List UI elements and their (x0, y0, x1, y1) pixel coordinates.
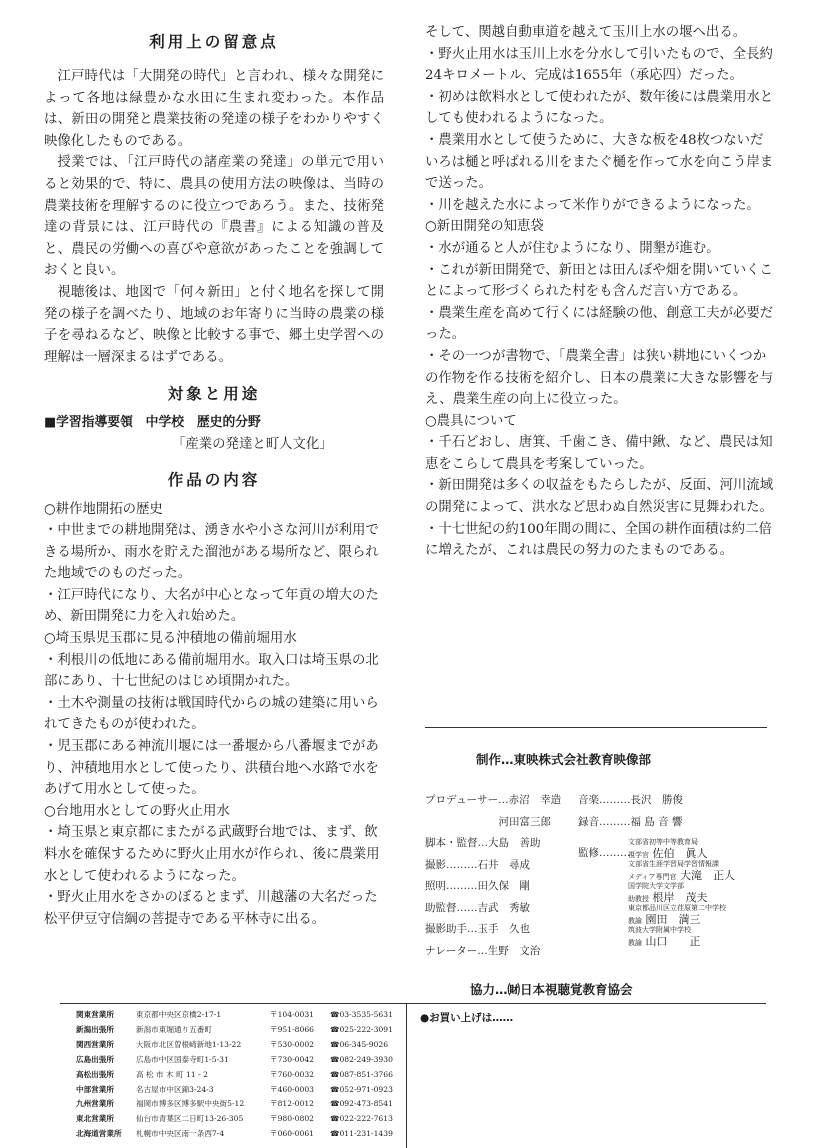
content-line: ・児玉郡にある神流川堰には一番堰から八番堰までがあり、沖積地用水として使ったり、洪積台地へ水路で水をあげて用水として使った。 (44, 739, 379, 798)
supervisor-name: 大滝 正人 (679, 869, 735, 882)
credit-line: 撮影………石井 尋成 (425, 858, 530, 871)
office-tel: ☎06-345-9026 (330, 1039, 389, 1049)
content-line: ・川を越えた水によって米作りができるようになった。 (425, 197, 760, 213)
content-line: ・初めは飲料水として使われたが、数年後には農業用水としても使われるようになった。 (425, 89, 774, 127)
office-zip: 〒980-0802 (270, 1114, 314, 1124)
content-line: ・中世までの耕地開発は、湧き水や小さな河川が利用できる場所か、雨水を貯えた溜池がある場所など、限られた地域でのものだった。 (44, 523, 379, 582)
office-address: 仙台市青葉区二日町13-26-305 (136, 1114, 244, 1124)
supervisor-org: 東京都品川区立荏原第二中学校 (628, 904, 726, 912)
content-line: ・十七世紀の約100年間の間に、全国の耕作面積は約二倍に増えたが、これは農民の努力のたまものである。 (425, 521, 772, 559)
supervisor-name: 山口 正 (645, 935, 701, 948)
credit-line: 助監督……吉武 秀敏 (425, 901, 530, 914)
content-line: ○耕作地開拓の歴史 (44, 501, 163, 517)
office-zip: 〒530-0002 (270, 1039, 314, 1049)
supervisors (628, 838, 778, 948)
credits-right (578, 790, 683, 833)
usage-paragraph: 視聴後は、地図で「何々新田」と付く地名を探して開発の様子を調べたり、地域のお年寄りに当時の農業の様子を尋ねるなど、映像と比較する事で、郷土史学習への理解は一層深まるはずである。 (44, 284, 384, 365)
office-row (76, 1008, 393, 1023)
office-tel: ☎025-222-3091 (330, 1024, 393, 1034)
supervisor (628, 882, 778, 904)
office-tel: ☎022-222-7613 (330, 1114, 393, 1124)
office-name: 北海道営業所 (76, 1129, 122, 1139)
content-line: ・水が通ると人が住むようになり、開墾が進む。 (425, 240, 720, 256)
supervisor (628, 860, 778, 882)
content-line: ・埼玉県と東京都にまたがる武蔵野台地では、まず、飲料水を確保するために野火止用水が作られ、後に農業用水として使われるようになった。 (44, 825, 380, 884)
office-zip: 〒730-0042 (270, 1054, 314, 1064)
credit-line: ナレーター…生野 文治 (425, 944, 541, 957)
footer-divider (406, 1003, 407, 1148)
office-tel: ☎092-473-8541 (330, 1099, 393, 1109)
supervisor-name: 園田 満三 (645, 913, 701, 926)
office-name: 関東営業所 (76, 1010, 114, 1019)
office-tel: ☎052-971-0923 (330, 1084, 393, 1094)
office-name: 東北営業所 (76, 1114, 114, 1124)
content-line: ○農具について (425, 413, 517, 429)
office-row (76, 1068, 393, 1083)
office-row (76, 1053, 393, 1068)
office-tel: ☎082-249-3930 (330, 1054, 393, 1064)
office-name: 広島出張所 (76, 1054, 114, 1064)
office-row (76, 1023, 393, 1038)
content-line: ・江戸時代になり、大名が中心となって年貢の増大のため、新田開発に力を入れ始めた。 (44, 587, 379, 625)
supervisor-org: 筑波大学附属中学校 (628, 926, 691, 934)
credit-line: 照明………田久保 剛 (425, 880, 530, 892)
supervisor-org: 国学院大学文学部 (628, 882, 684, 890)
office-row (76, 1038, 393, 1053)
left-column (44, 30, 384, 930)
office-row (76, 1097, 393, 1112)
office-name: 九州営業所 (76, 1099, 114, 1109)
supervisor (628, 904, 778, 926)
content-line: ・土木や測量の技術は戦国時代からの城の建築に用いられてきたものが使われた。 (44, 695, 379, 733)
supervisor-org: 文部省初等中等教育局 (628, 838, 698, 846)
supervisor-org: 文部省生涯学習局学習情報課 (628, 860, 719, 868)
content-line: そして、関越自動車道を越えて玉川上水の堰へ出る。 (425, 25, 747, 40)
content-line: ・これが新田開発で、新田とは田んぼや畑を開いていくことによって形づくられた村をも含んだ言い方である。 (425, 262, 773, 300)
usage-paragraph: 授業では、「江戸時代の諸産業の発達」の単元で用いると効果的で、特に、農具の使用方法の映像は、当時の農業技術を理解するのに役立つであろう。また、技術発達の背景には、江戸時代の『農書』による知識の普及と、農民の労働への喜びや意欲があったことを強調しておくと良い。 (44, 155, 384, 279)
office-address: 福岡市博多区博多駅中央街5-12 (136, 1099, 245, 1109)
office-address: 名古屋市中区錦3-24-3 (136, 1084, 214, 1094)
supervisor-role: 教諭 (628, 939, 642, 947)
office-zip: 〒104-0031 (270, 1010, 314, 1019)
office-address: 大阪市北区曽根崎新地1-13-22 (136, 1039, 242, 1049)
credit-line: 河田富三郎 (425, 815, 551, 828)
supervisor-role: メディア専門官 (628, 873, 677, 881)
credit-line: 脚本・監督…大島 善助 (425, 837, 541, 849)
content-line: ・野火止用水は玉川上水を分水して引いたもので、全長約24キロメートル、完成は1655年（承応四）だった。 (425, 46, 773, 84)
office-name: 新潟出張所 (76, 1024, 114, 1034)
unit-line: 「産業の発達と町人文化」 (172, 436, 333, 452)
content-line: ・千石どおし、唐箕、千歯こき、備中鍬、など、農民は知恵をこらして農具を考案していった。 (425, 435, 773, 472)
content-line: ○台地用水としての野火止用水 (44, 803, 230, 819)
usage-notes-title: 利用上の留意点 (149, 33, 279, 51)
credits-divider (425, 727, 767, 728)
office-name: 高松出張所 (76, 1069, 114, 1079)
office-name: 関西営業所 (76, 1039, 114, 1049)
usage-paragraph: 江戸時代は「大開発の時代」と言われ、様々な開発によって各地は緑豊かな水田に生まれ変わった。本作品は、新田の開発と農業技術の発達の様子をわかりやすく映像化したものである。 (44, 69, 384, 149)
content-line: ・野火止用水をさかのぼるとまず、川越藩の大名だった松平伊豆守信綱の菩提寺である平林寺に出る。 (44, 890, 378, 927)
office-row (76, 1112, 393, 1127)
content-title: 作品の内容 (167, 470, 261, 489)
content-line: ・農業用水として使うために、大きな板を48枚つないだいろは樋と呼ばれる川をまたぐ樋を作って水を向こう岸まで送った。 (425, 132, 774, 192)
office-address: 札幌市中央区南一条西7-4 (136, 1129, 225, 1139)
supervisor-role: 教諭 (628, 917, 642, 925)
credit-line: 録音………福 島 音 響 (578, 815, 683, 828)
office-zip: 〒060-0061 (270, 1129, 314, 1139)
right-column (425, 22, 775, 562)
content-line: ○新田開発の知恵袋 (425, 219, 544, 235)
supervisor (628, 926, 778, 948)
office-address: 新潟市東堀通り五番町 (136, 1024, 212, 1034)
credit-line: 撮影助手…玉手 久也 (425, 923, 530, 935)
office-zip: 〒460-0003 (270, 1084, 314, 1094)
supervisor-name: 佐伯 眞人 (652, 847, 708, 860)
purchase-label: ●お買い上げは…… (420, 1012, 514, 1024)
office-address: 高 松 市 木 町 11 - 2 (136, 1069, 208, 1079)
office-name: 中部営業所 (76, 1084, 114, 1094)
cooperation-credit: 協力…㈶日本視聴覚教育協会 (470, 982, 633, 997)
office-row (76, 1083, 393, 1098)
production-credit: 制作…東映株式会社教育映像部 (476, 752, 652, 767)
offices (76, 1008, 393, 1142)
office-address: 東京都中央区京橋2-17-1 (136, 1010, 222, 1019)
office-zip: 〒951-8066 (270, 1024, 314, 1034)
content-line: ・農業生産を高めて行くには経験の他、創意工夫が必要だった。 (425, 305, 774, 343)
office-zip: 〒760-0032 (270, 1069, 314, 1079)
office-tel: ☎087-851-3766 (330, 1069, 393, 1079)
footer-top-line (60, 1003, 766, 1004)
supervisor-name: 根岸 茂夫 (652, 891, 708, 904)
target-title: 対象と用途 (167, 385, 261, 404)
office-tel: ☎011-231-1439 (330, 1129, 393, 1139)
content-line: ・利根川の低地にある備前堀用水。取入口は埼玉県の北部にあり、十七世紀のはじめ頃開かれた。 (44, 652, 379, 690)
office-row (76, 1127, 393, 1142)
office-address: 広島市中区国泰寺町1-5-31 (136, 1054, 229, 1064)
credit-line: プロデューサー…赤沼 幸造 (425, 794, 562, 806)
office-zip: 〒812-0012 (270, 1099, 314, 1109)
supervisor-role: 助教授 (628, 895, 649, 903)
credit-line: 音楽………長沢 勝俊 (578, 794, 683, 806)
content-line: ・その一つが書物で、「農業全書」は狭い耕地にいくつかの作物を作る技術を紹介し、日本の農業に大きな影響を与え、農業生産の向上に役立った。 (425, 348, 774, 408)
course-line: ■学習指導要領 中学校 歴史的分野 (44, 415, 261, 431)
supervision-label: 監修……… (578, 847, 631, 859)
credits-left (425, 790, 561, 962)
content-line: ・新田開発は多くの収益をもたらしたが、反面、河川流域の開発によって、洪水など思わぬ自然災害に見舞われた。 (425, 478, 774, 516)
supervisor (628, 838, 778, 860)
content-line: ○埼玉県児玉郡に見る沖積地の備前堀用水 (44, 631, 297, 647)
office-tel: ☎03-3535-5631 (330, 1010, 393, 1019)
supervisor-role: 視学官 (628, 851, 649, 859)
